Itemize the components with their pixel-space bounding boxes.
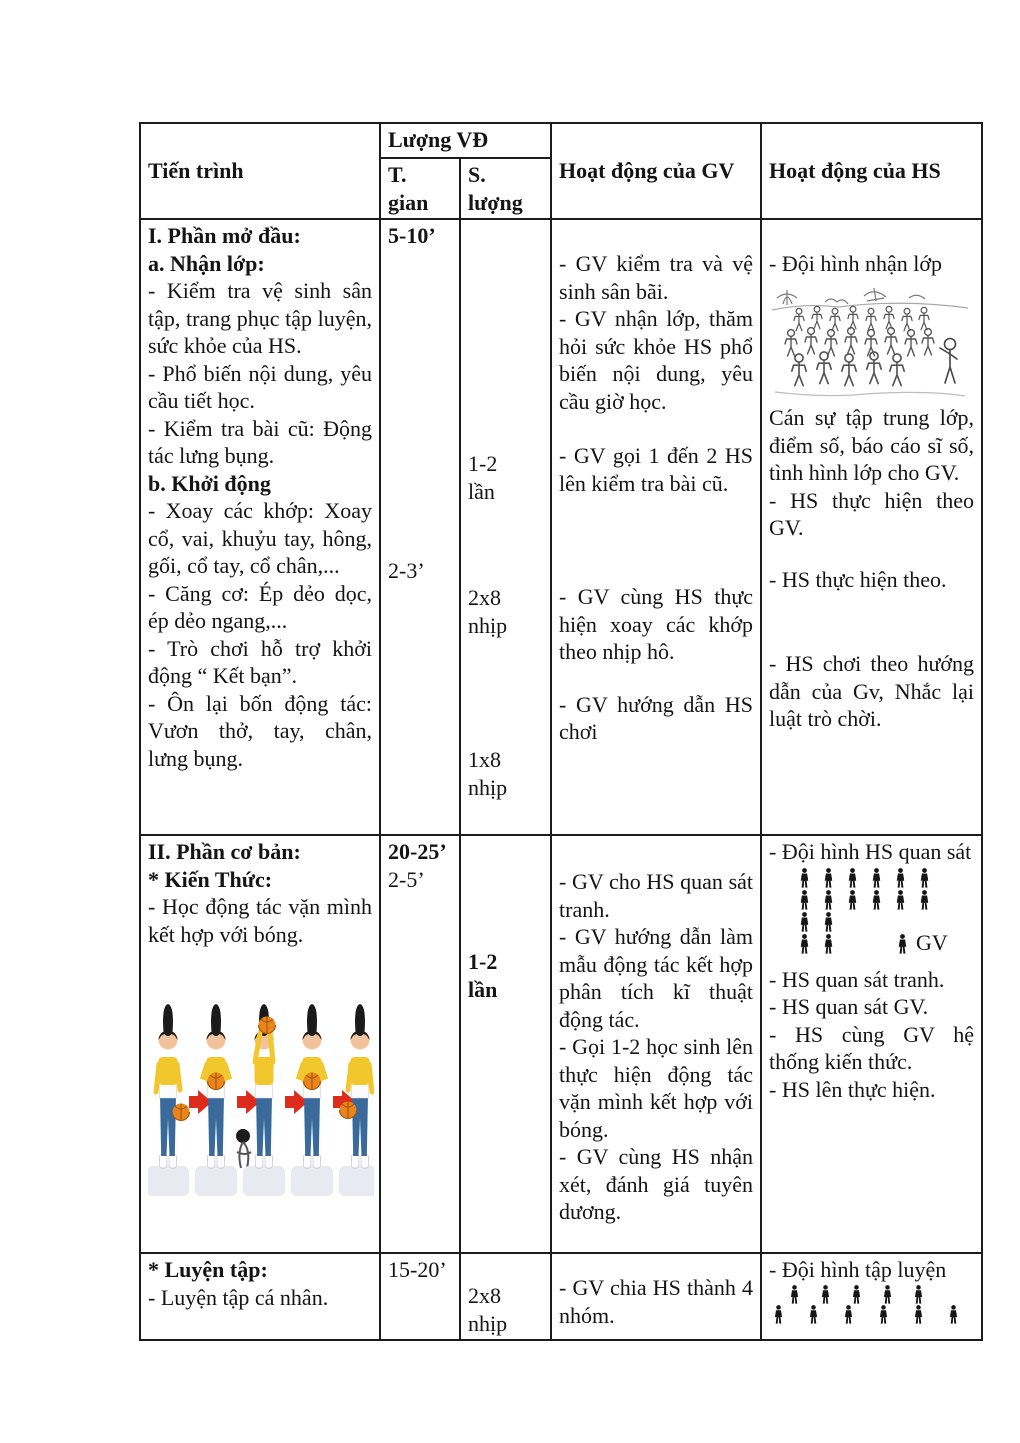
cell-time-practice — [380, 1253, 460, 1340]
time-value: 2-3’ — [388, 557, 425, 583]
cell-gv-opening — [551, 219, 761, 835]
header-gv: Hoạt động của GV — [551, 123, 761, 219]
person-icon — [882, 1285, 893, 1304]
amount-value: 2x8 nhịp — [468, 585, 508, 638]
header-volume: Lượng VĐ — [380, 123, 551, 158]
person-icon — [919, 890, 930, 910]
subsection-title: * Kiến Thức: — [148, 866, 273, 892]
paragraph: - HS chơi theo hướng dẫn của Gv, Nhắc lại luật trò chời. — [769, 651, 975, 731]
time-value: 15-20’ — [388, 1257, 447, 1282]
person-icon — [773, 1305, 784, 1324]
paragraph: - GV hướng dẫn làm mẫu động tác kết hợp phân tích kĩ thuật động tác. — [559, 924, 754, 1032]
formation-row — [773, 1304, 974, 1324]
subsection-title: b. Khởi động — [148, 470, 271, 496]
exercise-sequence-image — [148, 984, 372, 1206]
person-icon — [808, 1305, 819, 1324]
teacher-marker — [897, 929, 948, 955]
cell-gv-practice — [551, 1253, 761, 1340]
small-kid-figure — [237, 1130, 251, 1168]
person-icon — [913, 1285, 924, 1304]
time-value: 2-5’ — [388, 866, 425, 892]
formation-row — [799, 929, 974, 955]
person-icon — [823, 934, 834, 954]
person-icon — [823, 912, 834, 932]
person-icon — [913, 1305, 924, 1324]
paragraph: - GV hướng dẫn HS chơi — [559, 691, 754, 744]
observe-formation-diagram — [769, 866, 974, 954]
teacher-label: GV — [916, 929, 948, 955]
paragraph: - GV gọi 1 đến 2 HS lên kiểm tra bài cũ. — [559, 443, 754, 496]
paragraph: - Kiểm tra bài cũ: Động tác lưng bụng. — [148, 415, 372, 468]
section-title: I. Phần mở đầu: — [148, 223, 301, 248]
person-icon — [799, 912, 810, 932]
person-icon — [847, 868, 858, 888]
paragraph: - HS thực hiện theo GV. — [769, 487, 975, 540]
amount-value: 1-2 lần — [468, 451, 498, 504]
paragraph: Cán sự tập trung lớp, điểm số, báo cáo sĩ số, tình hình lớp cho GV. — [769, 405, 975, 485]
paragraph: - Gọi 1-2 học sinh lên thực hiện động tác vặn mình kết hợp với bóng. — [559, 1034, 754, 1142]
person-icon — [843, 1305, 854, 1324]
paragraph: - Đội hình tập luyện — [769, 1257, 947, 1282]
class-formation-sketch — [769, 280, 974, 405]
subsection-title: a. Nhận lớp: — [148, 250, 265, 276]
paragraph: - Đội hình HS quan sát — [769, 839, 972, 864]
practice-formation-diagram — [769, 1284, 974, 1324]
paragraph: - Kiểm tra vệ sinh sân tập, trang phục tập luyện, sức khỏe của HS. — [148, 278, 372, 358]
header-time — [380, 158, 460, 219]
paragraph: - GV kiểm tra và vệ sinh sân bãi. — [559, 251, 754, 304]
cell-process-main — [140, 835, 380, 1253]
cell-amount-opening — [460, 219, 551, 835]
time-value: 20-25’ — [388, 839, 447, 864]
person-icon — [823, 890, 834, 910]
cell-amount-practice — [460, 1253, 551, 1340]
subsection-title: * Luyện tập: — [148, 1257, 268, 1282]
lesson-plan-table — [139, 122, 983, 1341]
paragraph: - GV nhận lớp, thăm hỏi sức khỏe HS phổ biến nội dung, yêu cầu giờ học. — [559, 306, 754, 414]
paragraph: - HS lên thực hiện. — [769, 1076, 936, 1102]
person-icon — [895, 890, 906, 910]
person-icon — [799, 890, 810, 910]
person-icon — [820, 1285, 831, 1304]
person-icon — [871, 890, 882, 910]
amount-value: 2x8 nhịp — [468, 1283, 508, 1336]
person-icon — [878, 1305, 889, 1324]
paragraph: - Học động tác vặn mình kết hợp với bóng. — [148, 894, 372, 947]
formation-row — [789, 1284, 974, 1304]
header-amount-label: S. lượng — [468, 162, 523, 215]
paragraph: - GV cùng HS nhận xét, đánh giá tuyên dương. — [559, 1144, 754, 1224]
paragraph: - GV chia HS thành 4 nhóm. — [559, 1275, 754, 1328]
person-icon — [799, 934, 810, 954]
header-time-label: T. gian — [388, 162, 429, 215]
paragraph: - Xoay các khớp: Xoay cổ, vai, khuỷu tay, hông, gối, cổ tay, cổ chân,... — [148, 498, 372, 578]
cell-hs-practice — [761, 1253, 982, 1340]
person-icon — [897, 934, 908, 954]
header-amount — [460, 158, 551, 219]
cell-time-main — [380, 835, 460, 1253]
person-icon — [919, 868, 930, 888]
formation-row — [799, 888, 974, 910]
person-icon — [851, 1285, 862, 1304]
amount-value: 1-2 lần — [468, 949, 498, 1002]
person-icon — [948, 1305, 959, 1324]
formation-row — [799, 910, 974, 932]
paragraph: - HS quan sát tranh. — [769, 966, 945, 992]
cell-gv-main — [551, 835, 761, 1253]
person-icon — [871, 868, 882, 888]
paragraph: - GV cùng HS thực hiện xoay các khớp theo nhịp hô. — [559, 584, 754, 664]
paragraph: - HS cùng GV hệ thống kiến thức. — [769, 1021, 975, 1074]
formation-row — [799, 866, 974, 888]
paragraph: - Căng cơ: Ép dẻo dọc, ép dẻo ngang,... — [148, 580, 372, 633]
section-title: II. Phần cơ bản: — [148, 839, 301, 864]
cell-time-opening — [380, 219, 460, 835]
paragraph: - Trò chơi hỗ trợ khởi động “ Kết bạn”. — [148, 635, 372, 688]
cell-process-opening — [140, 219, 380, 835]
person-icon — [799, 868, 810, 888]
paragraph: - Đội hình nhận lớp — [769, 251, 942, 276]
paragraph: - Luyện tập cá nhân. — [148, 1284, 329, 1310]
cell-hs-opening — [761, 219, 982, 835]
time-value: 5-10’ — [388, 223, 436, 248]
person-icon — [847, 890, 858, 910]
cell-hs-main — [761, 835, 982, 1253]
person-icon — [789, 1285, 800, 1304]
paragraph: - Phổ biến nội dung, yêu cầu tiết học. — [148, 360, 372, 413]
header-hs: Hoạt động của HS — [761, 123, 982, 219]
cell-amount-main — [460, 835, 551, 1253]
paragraph: - HS thực hiện theo. — [769, 566, 947, 592]
person-icon — [823, 868, 834, 888]
paragraph: - Ôn lại bốn động tác: Vươn thở, tay, chân, lưng bụng. — [148, 690, 372, 771]
amount-value: 1x8 nhịp — [468, 747, 508, 800]
header-process: Tiến trình — [140, 123, 380, 219]
paragraph: - HS quan sát GV. — [769, 994, 929, 1019]
cell-process-practice — [140, 1253, 380, 1340]
paragraph: - GV cho HS quan sát tranh. — [559, 869, 754, 922]
person-icon — [895, 868, 906, 888]
